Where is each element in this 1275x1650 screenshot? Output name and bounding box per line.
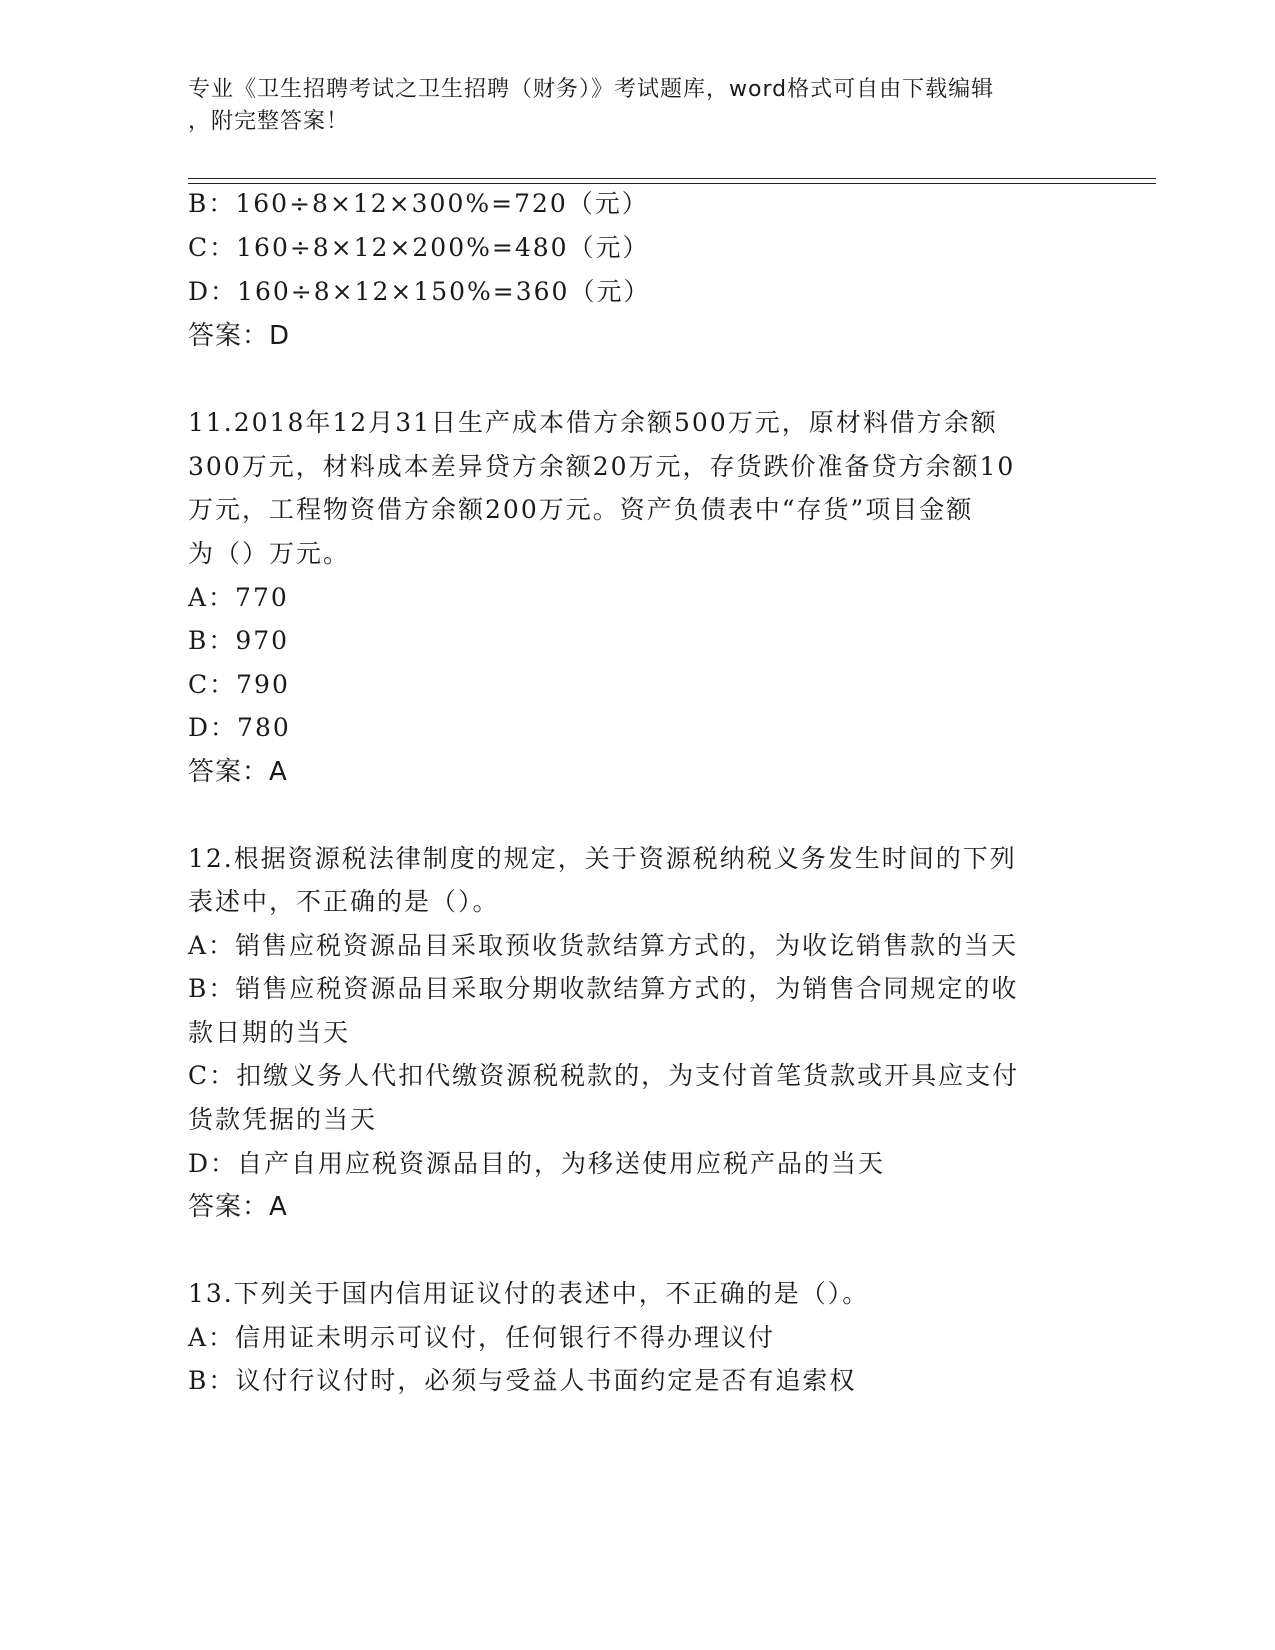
- q11-option-a: A：770: [188, 583, 289, 612]
- q11-option-b: B：970: [188, 626, 290, 655]
- q12-option-b-line-2: 款日期的当天: [188, 1018, 351, 1047]
- q11-stem-line-1: 11.2018年12月31日生产成本借方余额500万元，原材料借方余额: [188, 408, 998, 437]
- q13-option-a: A：信用证未明示可议付，任何银行不得办理议付: [188, 1323, 776, 1352]
- header-title-line-1: 专业《卫生招聘考试之卫生招聘（财务）》考试题库，word格式可自由下载编辑: [188, 77, 995, 102]
- q12-option-b-line-1: B：销售应税资源品目采取分期收款结算方式的，为销售合同规定的收: [188, 974, 1019, 1003]
- q12-option-d: D：自产自用应税资源品目的，为移送使用应税产品的当天: [188, 1149, 886, 1178]
- q12-option-a: A：销售应税资源品目采取预收货款结算方式的，为收讫销售款的当天: [188, 931, 1019, 960]
- q11-stem-line-3: 万元，工程物资借方余额200万元。资产负债表中“存货”项目金额: [188, 495, 974, 524]
- q12-stem-line-1: 12.根据资源税法律制度的规定，关于资源税纳税义务发生时间的下列: [188, 844, 1017, 873]
- q10-option-c: C：160÷8×12×200%=480（元）: [188, 233, 650, 262]
- q13-stem-line-1: 13.下列关于国内信用证议付的表述中，不正确的是（）。: [188, 1279, 870, 1308]
- q13-option-b: B：议付行议付时，必须与受益人书面约定是否有追索权: [188, 1366, 857, 1395]
- q11-answer: 答案：A: [188, 757, 288, 787]
- header-divider-top: [188, 178, 1156, 179]
- q10-option-b: B：160÷8×12×300%=720（元）: [188, 189, 649, 218]
- header-divider-bottom: [188, 183, 1156, 184]
- q10-option-d: D：160÷8×12×150%=360（元）: [188, 277, 651, 306]
- q12-option-c-line-1: C：扣缴义务人代扣代缴资源税税款的，为支付首笔货款或开具应支付: [188, 1061, 1020, 1090]
- document-header: [188, 74, 1068, 138]
- q10-answer: 答案：D: [188, 321, 291, 351]
- q11-stem-line-2: 300万元，材料成本差异贷方余额20万元，存货跌价准备贷方余额10: [188, 452, 1016, 481]
- q12-answer: 答案：A: [188, 1192, 288, 1222]
- q11-option-d: D：780: [188, 713, 291, 742]
- q11-option-c: C：790: [188, 670, 290, 699]
- header-title-line-2: ，附完整答案！: [188, 109, 350, 134]
- q11-stem-line-4: 为（）万元。: [188, 539, 351, 568]
- q12-option-c-line-2: 货款凭据的当天: [188, 1105, 378, 1134]
- q12-stem-line-2: 表述中，不正确的是（）。: [188, 887, 500, 916]
